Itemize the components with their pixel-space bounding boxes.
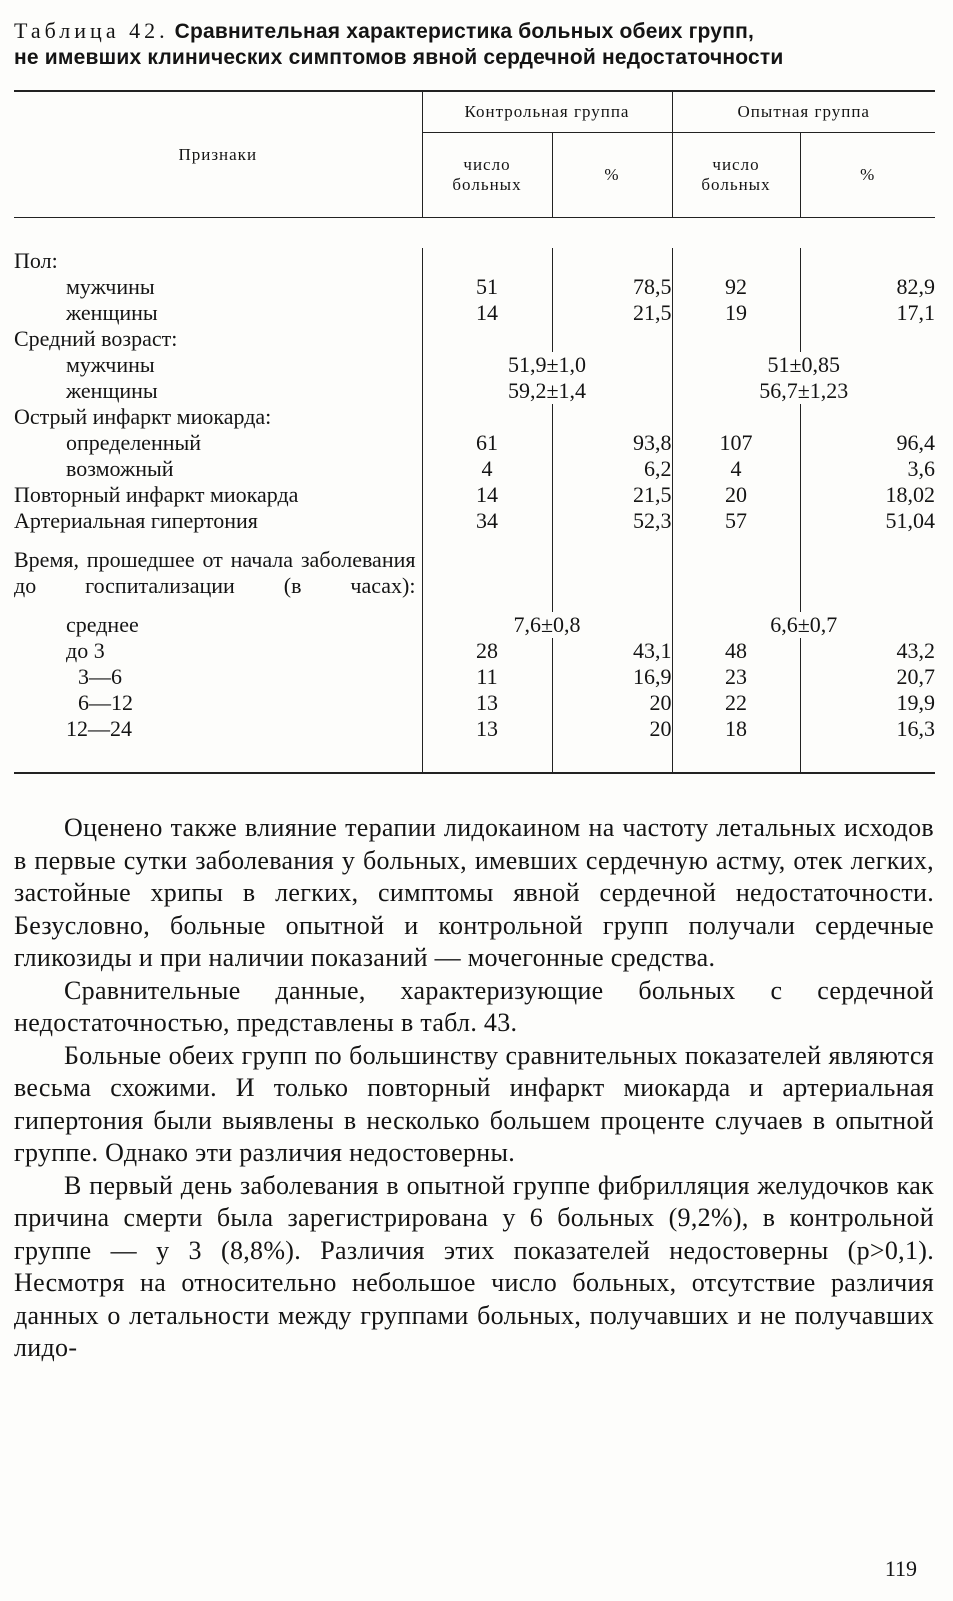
control-count [422,326,552,352]
experimental-merged-value: 51±0,85 [672,352,935,378]
control-percent [552,404,672,430]
row-label: Пол: [14,248,58,273]
table-row [14,404,935,430]
experimental-count: 57 [672,508,800,534]
control-percent: 6,2 [552,456,672,482]
control-percent: 20 [552,690,672,716]
experimental-count: 19 [672,300,800,326]
experimental-count: 4 [672,456,800,482]
experimental-percent: 43,2 [800,638,935,664]
table-body [14,218,935,774]
row-label: возможный [66,456,174,481]
control-count: 34 [422,508,552,534]
row-label: мужчины [66,274,155,299]
control-percent: 43,1 [552,638,672,664]
header-control-percent: % [552,133,672,218]
table-end-row [14,742,935,773]
row-label: определенный [66,430,202,455]
control-count: 4 [422,456,552,482]
row-label: 12—24 [66,716,132,741]
row-label: Средний возраст: [14,326,178,351]
experimental-count: 22 [672,690,800,716]
header-feature: Признаки [178,144,258,164]
control-count [422,404,552,430]
row-label: мужчины [66,352,155,377]
table-row [14,456,935,482]
table-row [14,534,935,612]
control-count: 14 [422,300,552,326]
experimental-count: 20 [672,482,800,508]
table-row [14,482,935,508]
control-count: 11 [422,664,552,690]
experimental-percent: 18,02 [800,482,935,508]
table-row [14,716,935,742]
experimental-percent: 16,3 [800,716,935,742]
table-row [14,274,935,300]
control-count: 13 [422,716,552,742]
table-header [14,91,935,218]
caption-label: Таблица 42. [14,18,169,43]
control-count: 51 [422,274,552,300]
control-percent: 21,5 [552,482,672,508]
experimental-count [672,404,800,430]
header-experimental-count-label: число больных [701,155,771,194]
control-merged-value: 51,9±1,0 [422,352,672,378]
caption-line-1 [14,18,934,45]
paragraph-3: Больные обеих групп по большинству сравнительных показателей являются весьма схожими. И только повторный инфаркт миокарда и артериальная гипертония были выявлены в несколько большем проценте случаев в опытной группе. Однако эти различия недостоверны. [14,1040,934,1167]
experimental-percent: 17,1 [800,300,935,326]
table-row [14,508,935,534]
experimental-percent: 19,9 [800,690,935,716]
control-percent: 20 [552,716,672,742]
paragraph-1: Оценено также влияние терапии лидокаином на частоту летальных исходов в первые сутки заболевания у больных, имевших сердечную астму, отек легких, застойные хрипы в легких, симптомы явной сердечной недостаточности. Безусловно, больные опытной и контрольной групп получали сердечные гликозиды и при наличии показаний — мочегонные средства. [14,813,934,972]
table-row [14,690,935,716]
control-merged-value: 7,6±0,8 [422,612,672,638]
experimental-percent [800,534,935,612]
control-percent: 16,9 [552,664,672,690]
experimental-percent [800,404,935,430]
table-row [14,430,935,456]
experimental-merged-value: 6,6±0,7 [672,612,935,638]
experimental-count: 18 [672,716,800,742]
row-label: среднее [66,612,139,637]
experimental-merged-value: 56,7±1,23 [672,378,935,404]
header-experimental-count [672,133,800,218]
row-label: 6—12 [78,690,133,715]
experimental-count [672,534,800,612]
table-caption [14,18,934,71]
row-label: Артериальная гипертония [14,508,258,533]
experimental-percent [800,326,935,352]
control-count [422,248,552,274]
control-percent [552,248,672,274]
experimental-percent: 51,04 [800,508,935,534]
body-text [14,812,934,1365]
control-percent [552,326,672,352]
header-experimental-percent: % [800,133,935,218]
page-number: 119 [884,1556,917,1581]
header-control-group: Контрольная группа [422,91,672,133]
experimental-count: 92 [672,274,800,300]
experimental-percent: 96,4 [800,430,935,456]
table-row [14,248,935,274]
table-row [14,638,935,664]
paragraph-2: Сравнительные данные, характеризующие больных с сердечной недостаточностью, представлены в табл. 43. [14,975,934,1037]
header-experimental-group: Опытная группа [672,91,935,133]
row-label: женщины [66,378,158,403]
experimental-count: 48 [672,638,800,664]
caption-title-line-1: Сравнительная характеристика больных обеих групп, [174,20,754,43]
control-merged-value: 59,2±1,4 [422,378,672,404]
experimental-count [672,326,800,352]
row-label: Время, прошедшее от начала заболевания до госпитализации (в часах): [14,547,416,598]
row-label: женщины [66,300,158,325]
control-count: 28 [422,638,552,664]
table-row [14,352,935,378]
row-label: Острый инфаркт миокарда: [14,404,272,429]
control-count [422,534,552,612]
control-percent: 93,8 [552,430,672,456]
control-percent [552,534,672,612]
row-label: 3—6 [78,664,122,689]
row-label: Повторный инфаркт миокарда [14,482,299,507]
table-row [14,300,935,326]
table-spacer-row [14,218,935,249]
control-count: 14 [422,482,552,508]
row-label: до 3 [66,638,105,663]
experimental-percent: 82,9 [800,274,935,300]
header-control-count-label: число больных [452,155,522,194]
control-percent: 52,3 [552,508,672,534]
table-row [14,326,935,352]
table-row [14,378,935,404]
paragraph-4: В первый день заболевания в опытной группе фибрилляция желудочков как причина смерти была зарегистрирована у 6 больных (9,2%), в контрольной группе — у 3 (8,8%). Различия этих показателей недостоверны (p>0,1). Несмотря на относительно небольшое число больных, отсутствие различия данных о летальности между группами больных, получавших и не получавших лидо- [14,1170,934,1362]
table-row [14,612,935,638]
control-percent: 78,5 [552,274,672,300]
experimental-percent: 3,6 [800,456,935,482]
experimental-count: 107 [672,430,800,456]
experimental-percent: 20,7 [800,664,935,690]
control-percent: 21,5 [552,300,672,326]
experimental-count: 23 [672,664,800,690]
control-count: 13 [422,690,552,716]
table-row [14,664,935,690]
control-count: 61 [422,430,552,456]
experimental-count [672,248,800,274]
comparison-table [14,90,935,774]
experimental-percent [800,248,935,274]
header-control-count [422,133,552,218]
caption-title-line-2: не имевших клинических симптомов явной сердечной недостаточности [14,46,784,69]
